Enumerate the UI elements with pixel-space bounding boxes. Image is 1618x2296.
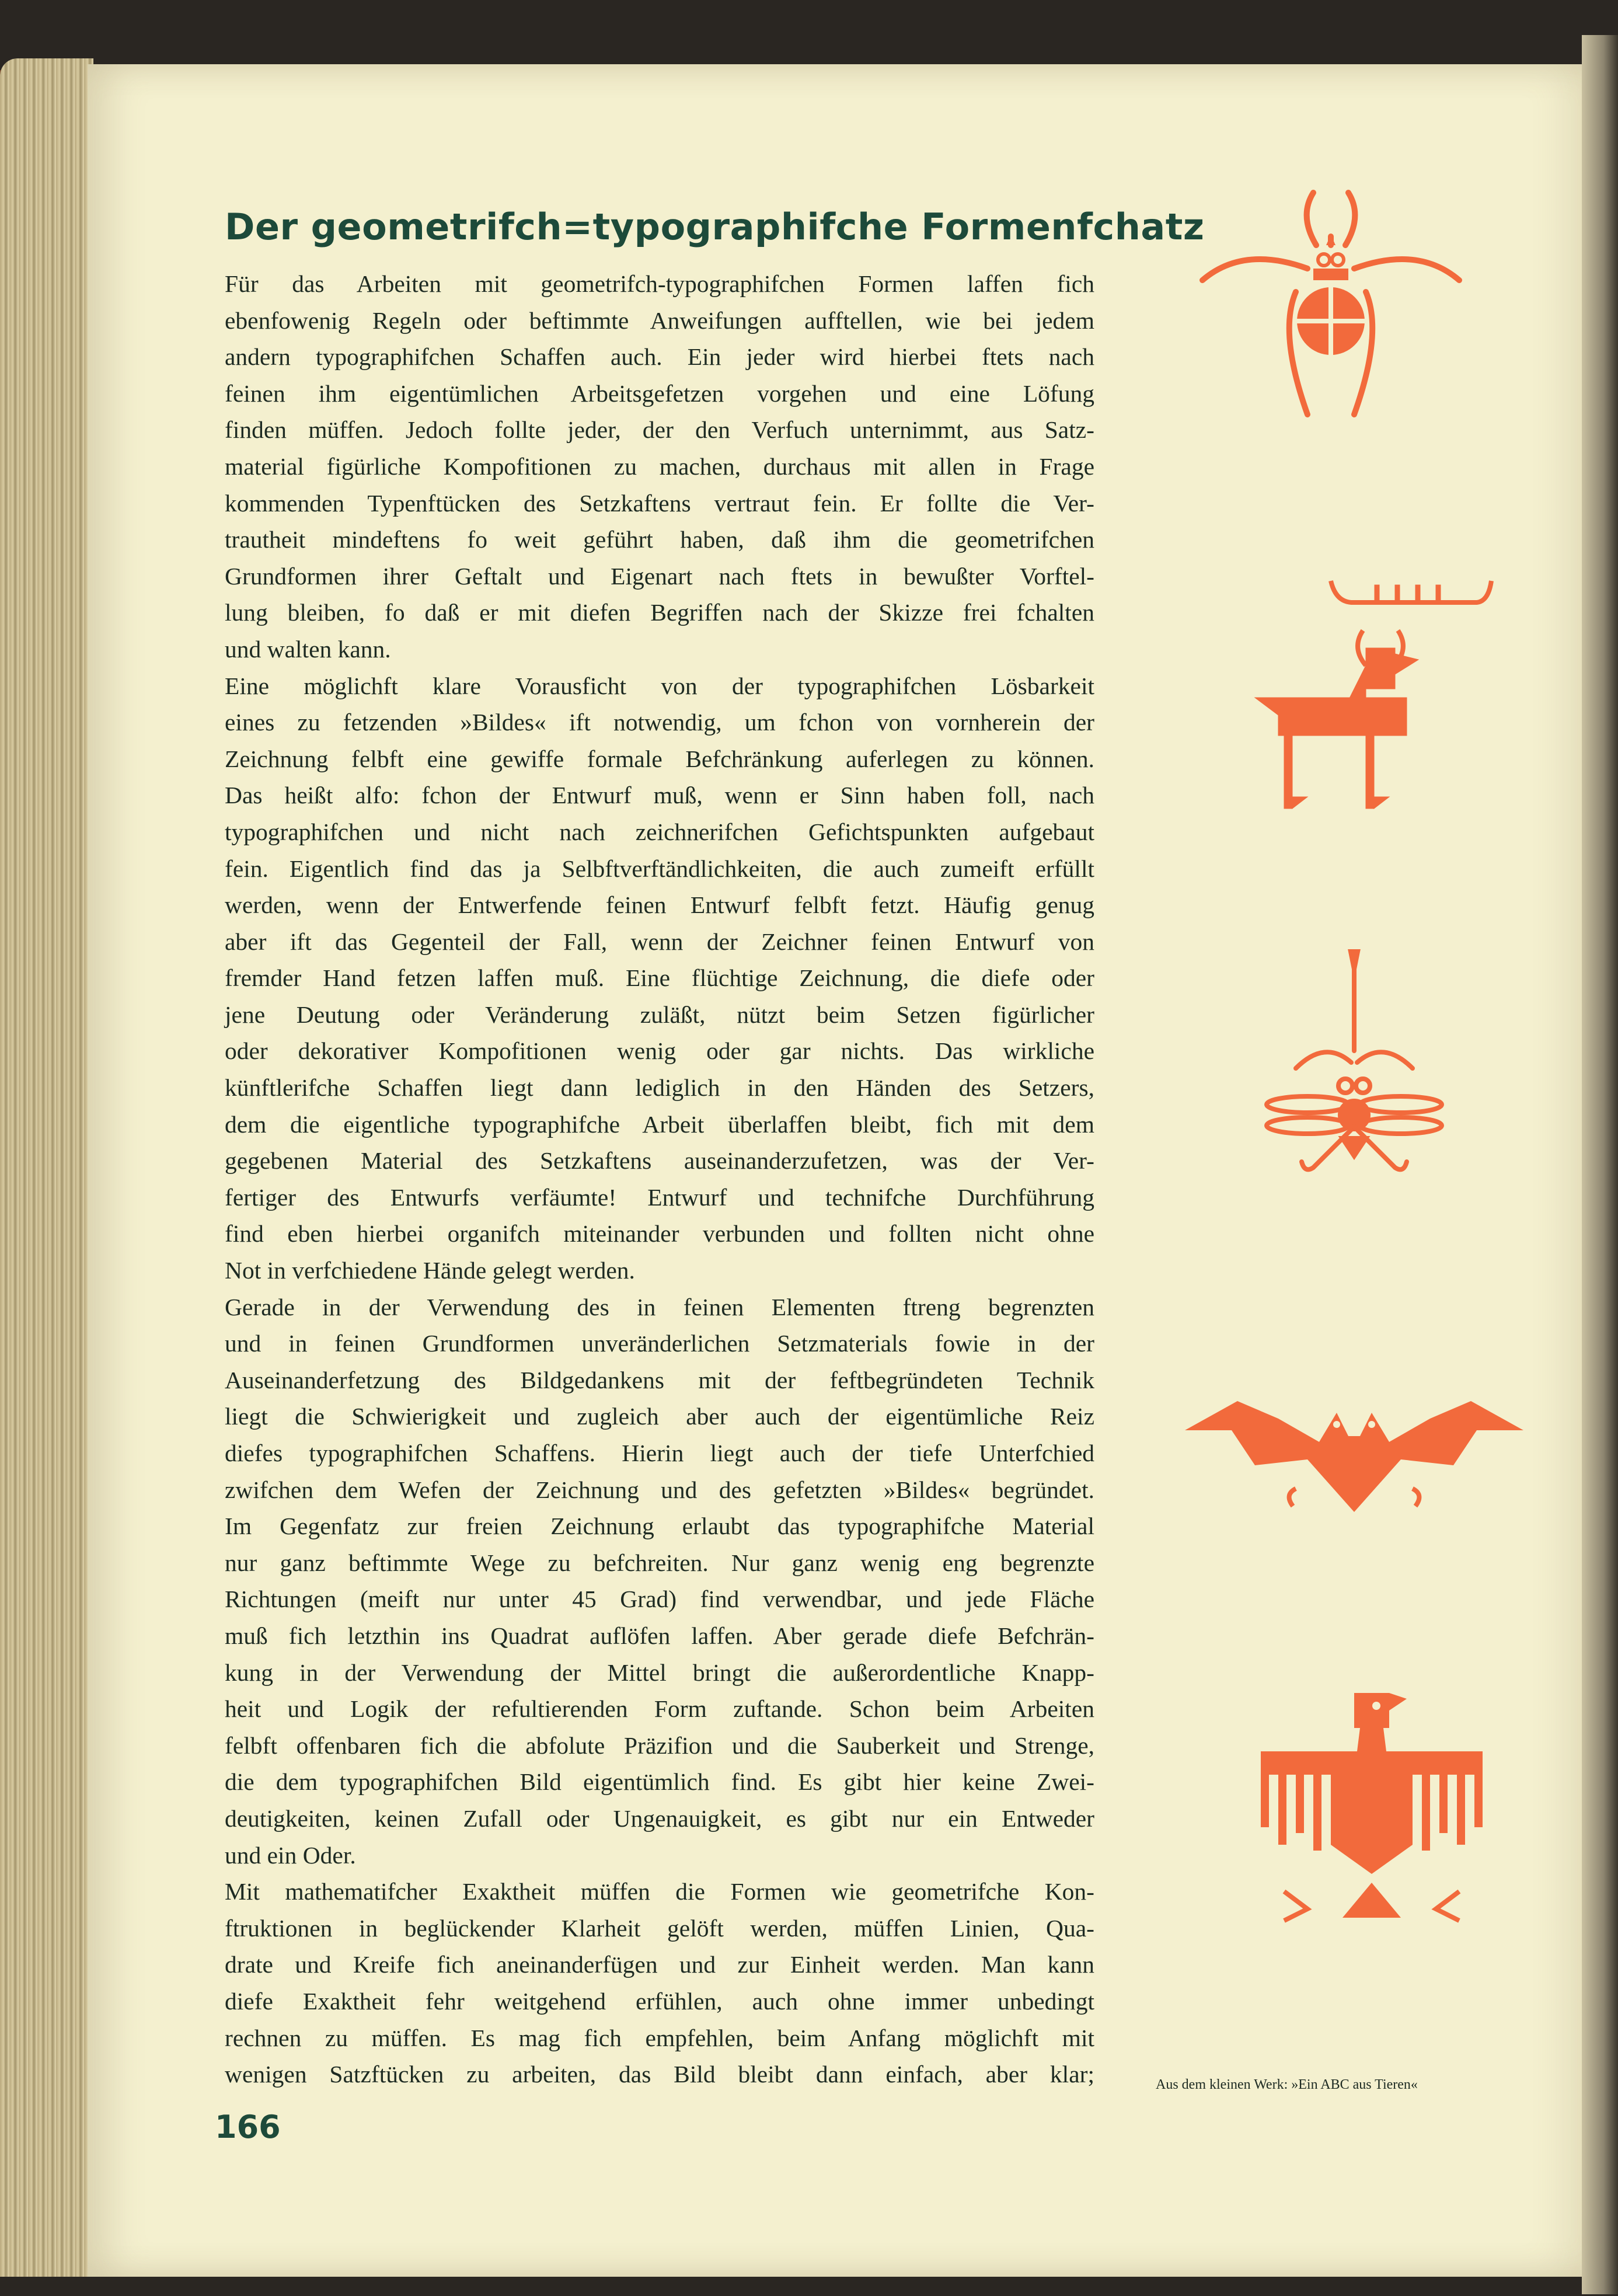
text-line: Gerade in der Verwendung des in feinen Elementen ftreng begrenzten xyxy=(225,1293,1094,1321)
text-line: Eine möglichft klare Vorausficht von der typographifchen Lösbarkeit xyxy=(225,672,1094,699)
eagle-icon xyxy=(1249,1681,1494,1926)
text-line: Mit mathematifcher Exaktheit müffen die Formen wie geometrifche Kon- xyxy=(225,1878,1094,1905)
text-line: werden, wenn der Entwerfende feinen Entwurf felbft fetzt. Häufig genug xyxy=(225,891,1094,919)
text-line: kommenden Typenftücken des Setzkaftens vertraut fein. Er follte die Ver- xyxy=(225,489,1094,517)
text-line: deutigkeiten, keinen Zufall oder Ungenauigkeit, es gibt nur ein Entweder xyxy=(225,1804,1094,1832)
text-line: rechnen zu müffen. Es mag fich empfehlen, beim Anfang möglichft mit xyxy=(225,2024,1094,2051)
text-line: Not in verfchiedene Hände gelegt werden. xyxy=(225,1257,635,1284)
text-line: finden müffen. Jedoch follte jeder, der den Verfuch unternimmt, aus Satz- xyxy=(225,416,1094,444)
text-line: typographifchen und nicht nach zeichnerifchen Gefichtspunkten aufgebaut xyxy=(225,818,1094,845)
bat-icon xyxy=(1179,1378,1529,1518)
text-line: Für das Arbeiten mit geometrifch-typographifchen Formen laffen fich xyxy=(225,270,1094,297)
spider-icon xyxy=(1191,181,1471,426)
text-line: fertiger des Entwurfs verfäumte! Entwurf und technifche Durchführung xyxy=(225,1183,1094,1211)
text-line: Das heißt alfo: fchon der Entwurf muß, wenn er Sinn haben foll, nach xyxy=(225,782,1094,809)
text-line: ebenfowenig Regeln oder beftimmte Anweifungen aufftellen, wie bei jedem xyxy=(225,306,1094,334)
page-number: 166 xyxy=(215,2109,281,2145)
text-line: gegebenen Material des Setzkaftens auseinanderzufetzen, was der Ver- xyxy=(225,1147,1094,1175)
text-line: oder dekorativer Kompofitionen wenig oder gar nichts. Das wirkliche xyxy=(225,1037,1094,1065)
text-line: ftruktionen in beglückender Klarheit gelöft werden, müffen Linien, Qua- xyxy=(225,1914,1094,1942)
text-line: kung in der Verwendung der Mittel bringt die außerordentliche Knapp- xyxy=(225,1659,1094,1686)
text-line: diefes typographifchen Schaffens. Hierin liegt auch der tiefe Unterfchied xyxy=(225,1440,1094,1466)
dragonfly-icon xyxy=(1249,946,1494,1191)
text-line: trautheit mindeftens fo weit geführt haben, daß ihm die geometrifchen xyxy=(225,526,1094,553)
text-line: find eben hierbei organifch miteinander verbunden und follten nicht ohne xyxy=(225,1220,1094,1248)
text-line: drate und Kreife fich aneinanderfügen und zur Einheit werden. Man kann xyxy=(225,1951,1094,1978)
deer-icon xyxy=(1249,578,1494,811)
text-line: aber ift das Gegenteil der Fall, wenn der Zeichner feinen Entwurf von xyxy=(225,928,1094,955)
text-line: fein. Eigentlich find das ja Selbftverftändlichkeiten, die auch zumeift erfüllt xyxy=(225,855,1094,882)
text-line: nur ganz beftimmte Wege zu befchreiten. Nur ganz wenig eng begrenzte xyxy=(225,1549,1094,1576)
text-line: Im Gegenfatz zur freien Zeichnung erlaubt das typographifche Material xyxy=(225,1513,1094,1540)
text-line: zwifchen dem Wefen der Zeichnung und des gefetzten »Bildes« begründet. xyxy=(225,1476,1094,1503)
text-line: eines zu fetzenden »Bildes« ift notwendig, um fchon von vornherein der xyxy=(225,709,1094,736)
text-line: künftlerifche Schaffen liegt dann lediglich in den Händen des Setzers, xyxy=(225,1074,1094,1102)
text-line: feinen ihm eigentümlichen Arbeitsgefetzen vorgehen und eine Löfung xyxy=(225,379,1094,407)
text-line: andern typographifchen Schaffen auch. Ein jeder wird hierbei ftets nach xyxy=(225,343,1094,371)
text-line: felbft offenbaren fich die abfolute Präzifion und die Sauberkeit und Strenge, xyxy=(225,1731,1094,1759)
text-line: und in feinen Grundformen unveränderlichen Setzmaterials fowie in der xyxy=(225,1330,1094,1357)
text-line: und ein Oder. xyxy=(225,1841,356,1869)
book-page-stack xyxy=(0,58,93,2277)
book-right-edge xyxy=(1582,35,1618,2294)
text-line: die dem typographifchen Bild eigentümlich find. Es gibt hier keine Zwei- xyxy=(225,1768,1094,1796)
text-line: diefe Exaktheit fehr weitgehend erfühlen, auch ohne immer unbedingt xyxy=(225,1987,1094,2015)
text-line: fremder Hand fetzen laffen muß. Eine flüchtige Zeichnung, die diefe oder xyxy=(225,964,1094,992)
text-line: muß fich letzthin ins Quadrat auflöfen laffen. Aber gerade diefe Befchrän- xyxy=(225,1622,1094,1649)
text-line: dem die eigentliche typographifche Arbeit überlaffen bleibt, fich mit dem xyxy=(225,1110,1094,1138)
text-line: Richtungen (meift nur unter 45 Grad) find verwendbar, und jede Fläche xyxy=(225,1586,1094,1613)
text-line: jene Deutung oder Veränderung zuläßt, nützt beim Setzen figürlicher xyxy=(225,1001,1094,1028)
text-line: lung bleiben, fo daß er mit diefen Begriffen nach der Skizze frei fchalten xyxy=(225,599,1094,626)
page-title: Der geometrifch=typographifche Formenfchatz xyxy=(225,205,1205,248)
text-line: wenigen Satzftücken zu arbeiten, das Bild bleibt dann einfach, aber klar; xyxy=(225,2061,1094,2088)
text-line: liegt die Schwierigkeit und zugleich aber auch der eigentümliche Reiz xyxy=(225,1403,1094,1430)
text-line: und walten kann. xyxy=(225,635,391,663)
illustration-caption: Aus dem kleinen Werk: »Ein ABC aus Tieren« xyxy=(1156,2077,1418,2092)
text-line: material figürliche Kompofitionen zu machen, durchaus mit allen in Frage xyxy=(225,452,1094,480)
text-line: Zeichnung felbft eine gewiffe formale Befchränkung auferlegen zu können. xyxy=(225,745,1094,772)
text-line: Grundformen ihrer Geftalt und Eigenart nach ftets in bewußter Vorftel- xyxy=(225,562,1094,590)
body-text xyxy=(225,266,1094,2093)
text-line: heit und Logik der refultierenden Form zuftande. Schon beim Arbeiten xyxy=(225,1695,1094,1723)
text-line: Auseinanderfetzung des Bildgedankens mit der feftbegründeten Technik xyxy=(225,1366,1094,1393)
